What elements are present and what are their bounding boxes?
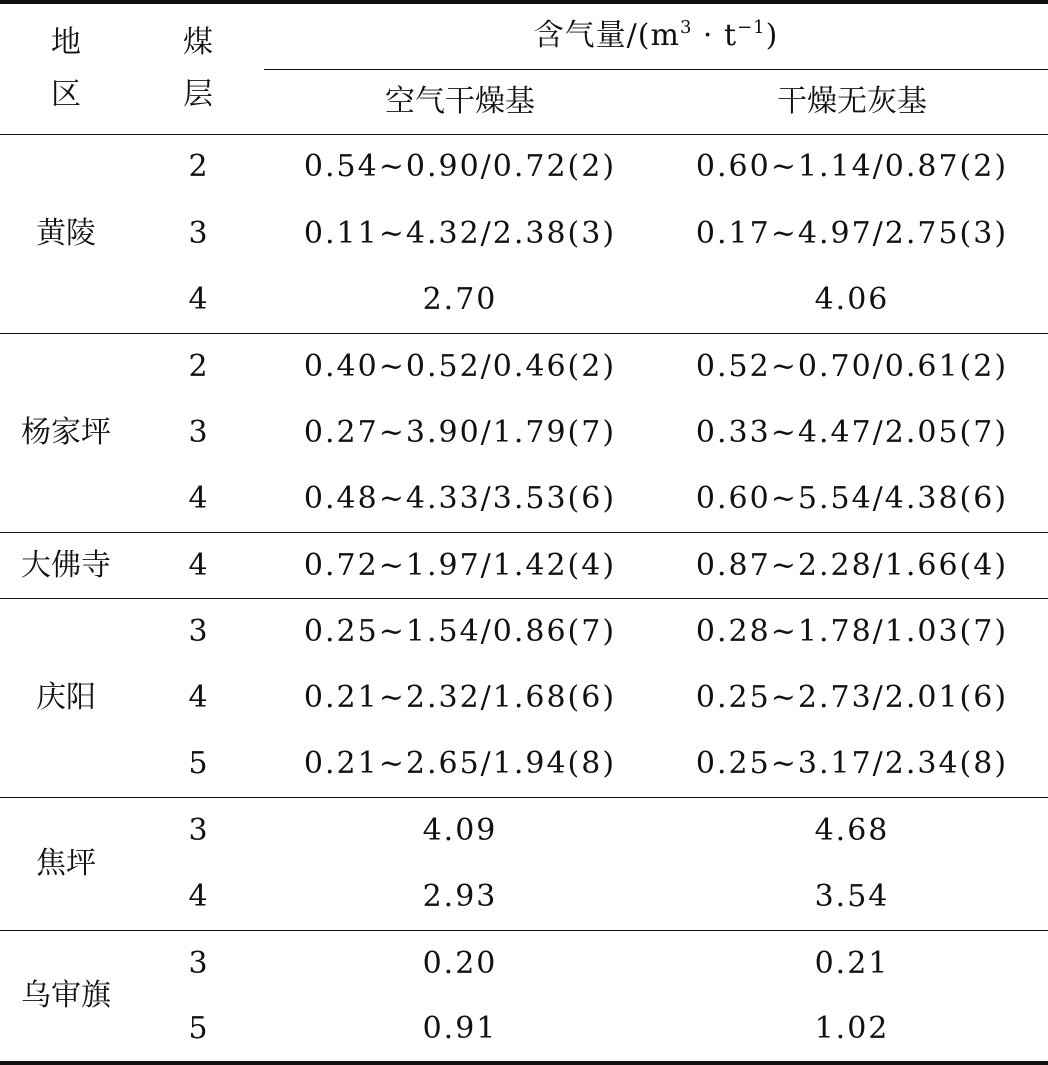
air-dried-cell: 4.09 [264,798,656,864]
dry-ash-free-cell: 0.52~0.70/0.61(2) [656,333,1048,399]
air-dried-cell: 0.91 [264,997,656,1063]
region-cell: 杨家坪 [0,333,132,532]
table-row [0,267,1048,333]
air-dried-cell: 0.20 [264,931,656,997]
header-unit-sup-2: −1 [737,17,766,39]
header-unit-prefix: /(m [626,18,680,54]
seam-cell: 3 [132,798,264,864]
header-unit-suffix: ) [765,18,779,54]
seam-cell: 3 [188,414,208,450]
region-cell: 焦坪 [0,798,132,931]
dry-ash-free-cell: 0.17~4.97/2.75(3) [695,215,1009,251]
air-dried-cell: 2.93 [422,879,498,915]
dry-ash-free-cell: 0.87~2.28/1.66(4) [656,532,1048,598]
table-body [0,134,1048,1063]
table-row [0,931,1048,997]
air-dried-cell: 0.72~1.97/1.42(4) [264,532,656,598]
air-dried-cell: 2.70 [422,281,498,317]
dry-ash-free-cell: 0.33~4.47/2.05(7) [695,414,1009,450]
table-row [0,532,1048,598]
header-region-char-1: 地 [51,24,81,60]
header-region [0,2,132,134]
dry-ash-free-cell: 4.06 [814,281,890,317]
table-row [0,200,1048,266]
dry-ash-free-cell: 4.68 [656,798,1048,864]
seam-cell: 4 [132,532,264,598]
table-row [0,665,1048,731]
dry-ash-free-cell: 0.21 [656,931,1048,997]
header-region-char-2: 区 [51,76,81,112]
seam-cell: 3 [188,215,208,251]
table-row [0,400,1048,466]
table-row [0,333,1048,399]
header-unit-sup-1: 3 [679,17,693,39]
air-dried-cell: 0.25~1.54/0.86(7) [264,599,656,665]
seam-cell: 4 [188,680,208,716]
header-gas-label: 含气量 [533,18,627,54]
air-dried-cell: 0.40~0.52/0.46(2) [264,333,656,399]
air-dried-cell: 0.54~0.90/0.72(2) [303,149,617,185]
air-dried-cell: 0.11~4.32/2.38(3) [303,215,617,251]
header-gas-content [264,2,1048,69]
dry-ash-free-cell: 0.60~5.54/4.38(6) [695,480,1009,516]
header-air-dried: 空气干燥基 [264,69,656,134]
dry-ash-free-cell: 0.28~1.78/1.03(7) [656,599,1048,665]
region-cell: 乌审旗 [0,931,132,1064]
header-seam-char-2: 层 [183,76,213,112]
air-dried-cell: 0.21~2.65/1.94(8) [303,746,617,782]
table-header [0,2,1048,134]
table-row [0,732,1048,798]
header-seam-char-1: 煤 [183,24,213,60]
table-row [0,798,1048,864]
dry-ash-free-cell: 0.60~1.14/0.87(2) [695,149,1009,185]
table-row [0,599,1048,665]
seam-cell: 3 [132,599,264,665]
seam-cell: 2 [132,333,264,399]
table-row [0,466,1048,532]
region-cell: 庆阳 [0,599,132,798]
region-cell: 黄陵 [36,215,96,251]
dry-ash-free-cell: 0.25~3.17/2.34(8) [695,746,1009,782]
table-row [0,134,1048,200]
air-dried-cell: 0.21~2.32/1.68(6) [303,680,617,716]
dry-ash-free-cell: 0.25~2.73/2.01(6) [695,680,1009,716]
seam-cell: 5 [188,746,208,782]
seam-cell: 4 [188,281,208,317]
seam-cell: 4 [188,879,208,915]
seam-cell: 5 [132,997,264,1063]
seam-cell: 4 [188,480,208,516]
seam-cell: 3 [132,931,264,997]
region-cell: 大佛寺 [0,532,132,598]
header-dry-ash-free: 干燥无灰基 [656,69,1048,134]
seam-cell: 2 [188,149,208,185]
header-seam [132,2,264,134]
air-dried-cell: 0.48~4.33/3.53(6) [303,480,617,516]
header-unit-mid: · t [692,18,738,54]
table-row [0,864,1048,930]
air-dried-cell: 0.27~3.90/1.79(7) [303,414,617,450]
table-row [0,997,1048,1063]
dry-ash-free-cell: 1.02 [656,997,1048,1063]
dry-ash-free-cell: 3.54 [814,879,890,915]
